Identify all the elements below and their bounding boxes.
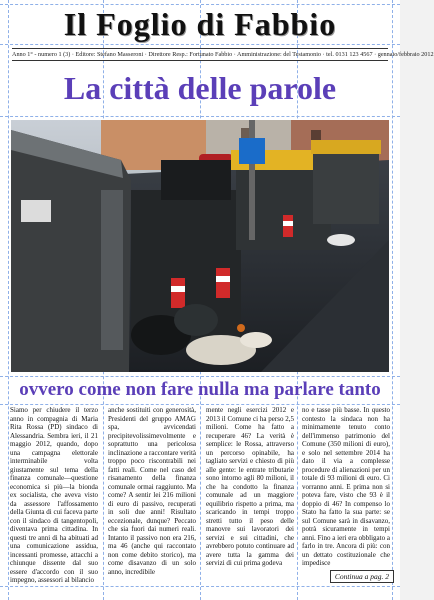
masthead-title: Il Foglio di Fabbio xyxy=(63,6,337,42)
headline: La città delle parole xyxy=(63,70,337,106)
layout-guide xyxy=(0,116,400,117)
layout-guide xyxy=(0,404,400,405)
article-column-4: no e tasse più basse. In questo contesto la sindaca non ha minimamente tenuto conto dell'immenso patrimonio del Comune (350 milioni di euro), e solo nel settembre 2014 ha dato il via a complesse procedure di alienazioni per un totale di 93 milioni di euro. Ci vorranno anni. E prima non si poteva fare, visto che 93 è il doppio di 46? In compenso lo Stato ha fatto la sua parte: se sul Comune sarà in disavanzo, potrà sicuramente in tempi anni. Fino a ieri era obbligato a farlo in tre. Ancora di più: con un dettato costituzionale che impedisce xyxy=(302,406,390,567)
continued-link[interactable]: Continua a pag. 2 xyxy=(330,570,394,583)
article-column-1: Siamo per chiudere il terzo anno in compagnia di Maria Rita Rossa (PD) sindaco di Alessandria. Sembra ieri, il 21 maggio 2012, quando, dopo una campagna elettorale interminabile volta giustamente sul tema della finanza comunale—questione economica si più—la bionda ex socialista, che aveva visto da assessore l'affossamento della Giunta di cui faceva parte con il sindaco di tangentopoli, diventava prima cittadina. In questi tre anni di ha abituati ad una comunicazione assidua, incessanti promesse, attacchi a chiunque dissente dal suo essere d'accordo con il suo impegno, assessori al bilancio xyxy=(10,406,98,584)
article-body xyxy=(10,406,390,584)
layout-guide xyxy=(0,44,400,45)
article-column-3: mente negli esercizi 2012 e 2013 il Comune ci ha perso 2,5 milioni. Come ha fatto a recuperare 46? La verità è semplice: le Rossa, attraverso un percorso opinabile, ha tagliato servizi e chiesto di più alle gente: le entrate tributarie sono intorno agli 80 milioni, il che ha condotto la finanza comunale ad un maggiore equilibrio rispetto a prima, ma scaricando in tempi troppo stretti tutto il peso delle manovre sui lavoratori dei servizi e sui cittadini, che avrebbero potuto continuare ad avere tutta la gamma dei servizi di cui prima godeva xyxy=(206,406,294,567)
layout-guide xyxy=(392,0,393,600)
issue-info-bar: Anno 1° - numero 1 (3) · Editore: Stefano Masseroni · Direttore Resp.: Fortunato Fabbio · Amministrazione: del Testamonio · tel. 0131 123 4567 · gennaio/febbraio 2012 xyxy=(12,48,388,61)
layout-guide xyxy=(0,4,400,5)
news-photo xyxy=(11,120,389,372)
layout-guide xyxy=(8,0,9,600)
layout-guide xyxy=(0,586,400,587)
masthead xyxy=(10,6,390,42)
subtitle: ovvero come non fare nulla ma parlare tanto xyxy=(19,379,381,400)
layout-guide xyxy=(0,376,400,377)
photo-trash-bins xyxy=(11,120,389,372)
article-column-2: anche sostituiti con generosità, Presidenti del gruppo AMAG spa, avvicendati precipitevolissimevolmente e soprattutto una pericolosa inclinazione a raccontare verità troppo poco riscontrabili nei fatti reali. Come nel caso del risanamento della finanza comunale ormai raggiunto. Ma come? A sentir lei 216 milioni di euro di passivo, recuperati in soli due anni! Risultato eccezionale, dunque? Peccato che sia fuori dai numeri reali. Intanto il passivo non era 216, ma 46 (anche qui raccontato non come debito storico), ma come disavanzo di un solo anno, incredibile xyxy=(108,406,196,576)
